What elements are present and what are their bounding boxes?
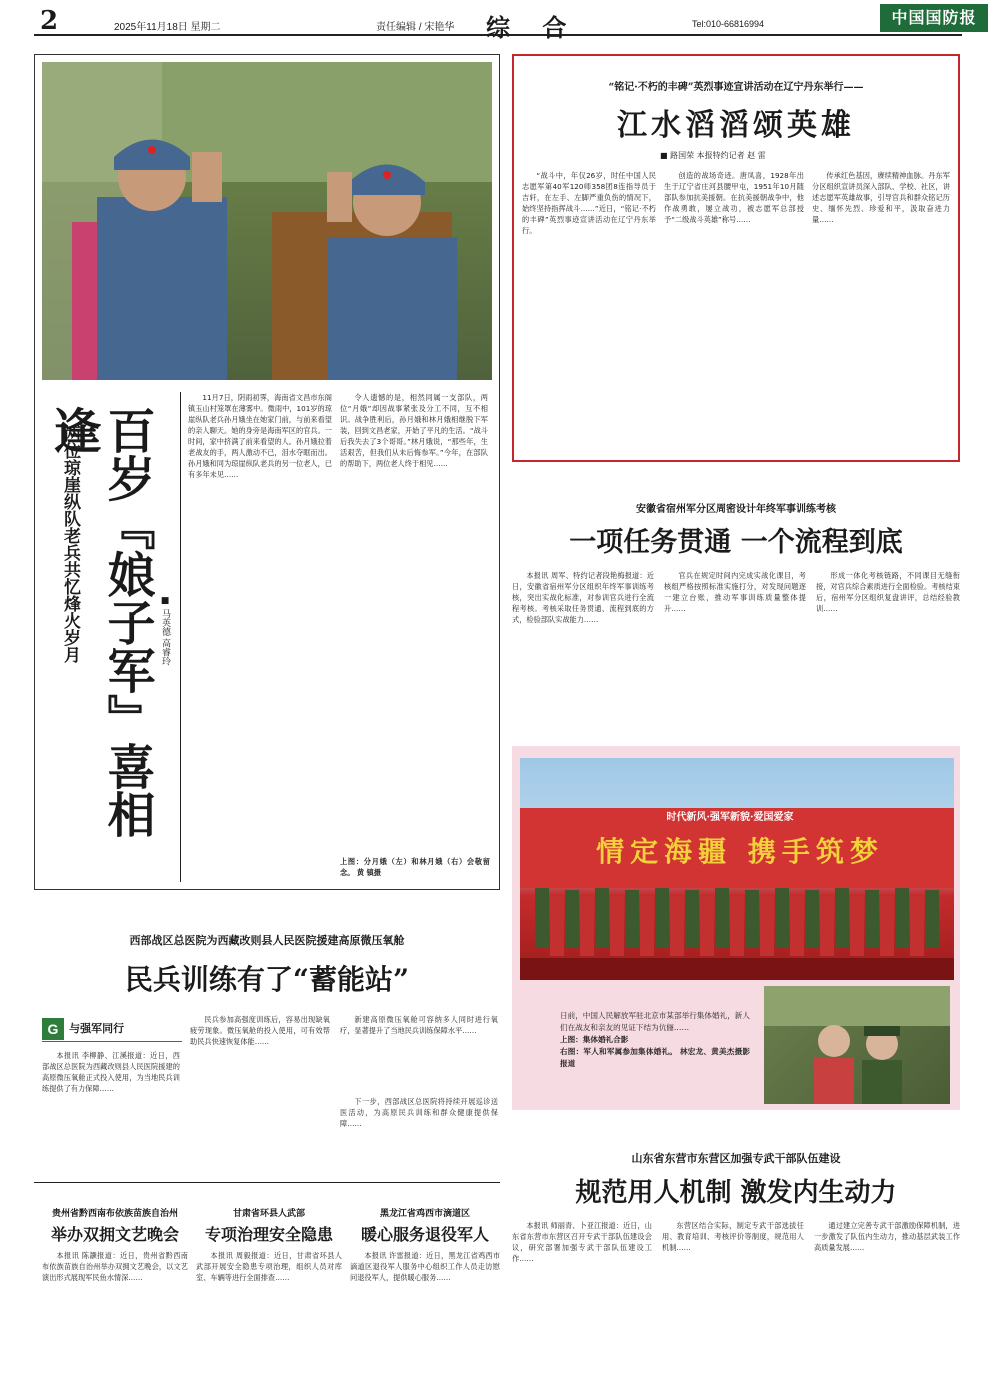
short3-headline: 暖心服务退役军人 <box>360 1225 489 1244</box>
tel: Tel:010-66816994 <box>692 19 765 29</box>
short-news-divider <box>34 1182 500 1183</box>
short3-body: 本报讯 许雷报道：近日，黑龙江省鸡西市滴道区退役军人服务中心组织工作人员走访慰问退役军人，提供暖心服务…… <box>350 1251 500 1282</box>
page-number: 2 <box>40 6 59 36</box>
story5-col3: 通过建立完善专武干部激励保障机制，进一步激发了队伍内生动力，推动基层武装工作高质量发展…… <box>814 1221 960 1252</box>
story2-byline: ■ 路国荣 本报特约记者 赵 雷 <box>660 151 766 160</box>
short1-headline: 举办双拥文艺晚会 <box>50 1225 179 1244</box>
section-title: 综 合 <box>486 13 579 42</box>
story1-photo <box>42 62 492 380</box>
story4-col1: 本报讯 李柳静、江溪报道：近日，西部战区总医院为西藏改则县人民医院援建的高原微压氧舱正式投入使用，为当地民兵训练提供了有力保障…… <box>42 1051 180 1093</box>
story5-col1: 本报讯 师丽青、卜亚江报道：近日，山东省东营市东营区召开专武干部队伍建设会议，研究部署加强专武干部队伍建设工作…… <box>512 1221 652 1263</box>
story5-headline: 规范用人机制 激发内生动力 <box>575 1178 897 1208</box>
issue-date: 2025年11月18日 星期二 <box>114 22 221 33</box>
editor: 责任编辑 / 宋艳华 <box>376 22 455 33</box>
stage-sign: 时代新风·强军新貌·爱国爱家 <box>666 812 794 823</box>
short3-kicker: 黑龙江省鸡西市滴道区 <box>379 1209 470 1219</box>
story4-tag: G $^{与强军同行}$ <box>42 1018 182 1042</box>
story1-col1: 11月7日，阴雨初霁，海南省文昌市东阁镇玉山村笼罩在薄雾中。微雨中，101岁的琼崖纵队老兵孙月娥坐在她家门前，与前来看望的亲人聊天。她的身旁是海南军区的官兵。一时间，家中挤满了前来看望的人。孙月娥拉着老战友的手，两人激动不已，泪水夺眶而出。孙月娥和同为琼崖纵队老兵的另一位老人，已有多年未见…… <box>188 393 332 479</box>
tag-g-icon: G <box>42 1018 64 1040</box>
short2-headline: 专项治理安全隐患 <box>204 1225 333 1244</box>
story4-col2: 民兵参加高强度训练后，容易出现缺氧疲劳现象。微压氧舱的投入使用，可有效帮助民兵快速恢复体能…… <box>190 1015 330 1046</box>
story1-subhead: 两位琼崖纵队老兵共忆烽火岁月 <box>60 425 80 663</box>
story1-col2: 令人遗憾的是，相然同属一支部队，两位“月娥”却因战事紧张及分工不同，互不相识。战争胜利后，孙月娥和林月娥相继脱下军装，回到文昌老家，开始了平凡的生活。“战斗后我失去了3个哥哥。”林月娥说，“那些年，生活艰苦，但我们从未后悔参军。”今年，在部队的帮助下，两位老人终于相见…… <box>340 393 488 468</box>
story4-col3: 新建高原微压氧舱可容纳多人同时进行氧疗，显著提升了当地民兵训练保障水平…… <box>340 1015 498 1035</box>
story2-headline: 江水滔滔颂英雄 <box>617 108 855 143</box>
story2-col3: 传承红色基因，赓续精神血脉。丹东军分区组织宣讲员深入部队、学校、社区，讲述志愿军英雄故事，引导官兵和群众铭记历史、缅怀先烈、珍爱和平，汲取奋进力量…… <box>812 171 950 224</box>
story1-divider <box>180 392 181 882</box>
story3-col1: 本报讯 周军、特约记者段艳梅报道：近日，安徽省宿州军分区组织年终军事训练考核，突出实战化标准，对参训官兵进行全流程考核。考核采取任务贯通、流程到底的方式，检验部队实战能力…… <box>512 571 654 624</box>
story1-caption: 上图：分月娥（左）和林月娥（右）会敬留念。 黄 镇摄 <box>340 857 490 877</box>
couple-photo-graphic <box>764 986 950 1104</box>
couple-photo <box>764 986 950 1104</box>
short1-body: 本报讯 陈灏报道：近日，贵州省黔西南布依族苗族自治州举办双拥文艺晚会，以文艺演出形式展现军民鱼水情深…… <box>42 1251 188 1282</box>
story4-kicker: 西部战区总医院为西藏改则县人民医院援建高原微压氧舱 <box>129 934 405 947</box>
short2-body: 本报讯 周毅报道：近日，甘肃省环县人武部开展安全隐患专项治理，组织人员对库室、车辆等进行全面排查…… <box>196 1251 342 1282</box>
story3-col3: 形成一体化考核链路，不同课目无缝衔接，对官兵综合素质进行全面检验。考核结束后，宿州军分区组织复盘讲评，总结经验教训…… <box>816 571 960 613</box>
story2-col1: “战斗中，年仅26岁，时任中国人民志愿军第40军120师358团8连指导员于吉轩，在左手、左脚严重负伤的情况下，始终坚持指挥战斗……”近日，“铭记·不朽的丰碑”英烈事迹宣讲活动在辽宁丹东举行。 <box>522 171 656 235</box>
story5-kicker: 山东省东营市东营区加强专武干部队伍建设 <box>631 1152 841 1165</box>
story1-headline: 百岁『娘子军』喜相逢 <box>45 406 155 838</box>
story1-byline: ■ 马英德 高睿玲 <box>160 596 170 666</box>
short2-kicker: 甘肃省环县人武部 <box>232 1209 305 1219</box>
story5-col2: 东营区结合实际，制定专武干部选拔任用、教育培训、考核评价等制度，规范用人机制…… <box>662 1221 804 1252</box>
story3-kicker: 安徽省宿州军分区周密设计年终军事训练考核 <box>636 504 836 515</box>
photo-story-caption: 日前，中国人民解放军驻北京市某部举行集体婚礼，新人们在战友和亲友的见证下结为伉俪…… 上图：集体婚礼合影 右图：军人和军属参加集体婚礼。 林宏龙、黄美杰摄影报道 <box>560 1011 750 1068</box>
wedding-banner: 情定海疆 携手筑梦 <box>596 835 884 868</box>
story4-col4: 下一步，西部战区总医院将持续开展巡诊送医活动，为高原民兵训练和群众健康提供保障…… <box>340 1097 498 1128</box>
masthead <box>34 6 977 42</box>
story2-kicker: “铭记·不朽的丰碑”英烈事迹宣讲活动在辽宁丹东举行—— <box>608 82 864 93</box>
newspaper-logo: 中国国防报 <box>880 4 988 32</box>
story3-headline: 一项任务贯通 一个流程到底 <box>569 527 903 558</box>
story2-col2: 创造的战场奇迹。唐凤喜，1928年出生于辽宁省庄河县腰甲屯，1951年10月随部队参加抗美援朝。在抗美援朝战争中，他作战勇敢，屡立战功，被志愿军总部授予“二级战斗英雄”称号…… <box>664 171 804 224</box>
short1-kicker: 贵州省黔西南布依族苗族自治州 <box>51 1209 178 1219</box>
veterans-photo <box>42 62 492 380</box>
story3-col2: 官兵在规定时间内完成实战化课目，考核组严格按照标准实施打分，对发现问题逐一建立台账，推动军事训练质量整体提升…… <box>664 571 806 613</box>
story4-headline: 民兵训练有了“蓄能站” <box>124 963 410 996</box>
